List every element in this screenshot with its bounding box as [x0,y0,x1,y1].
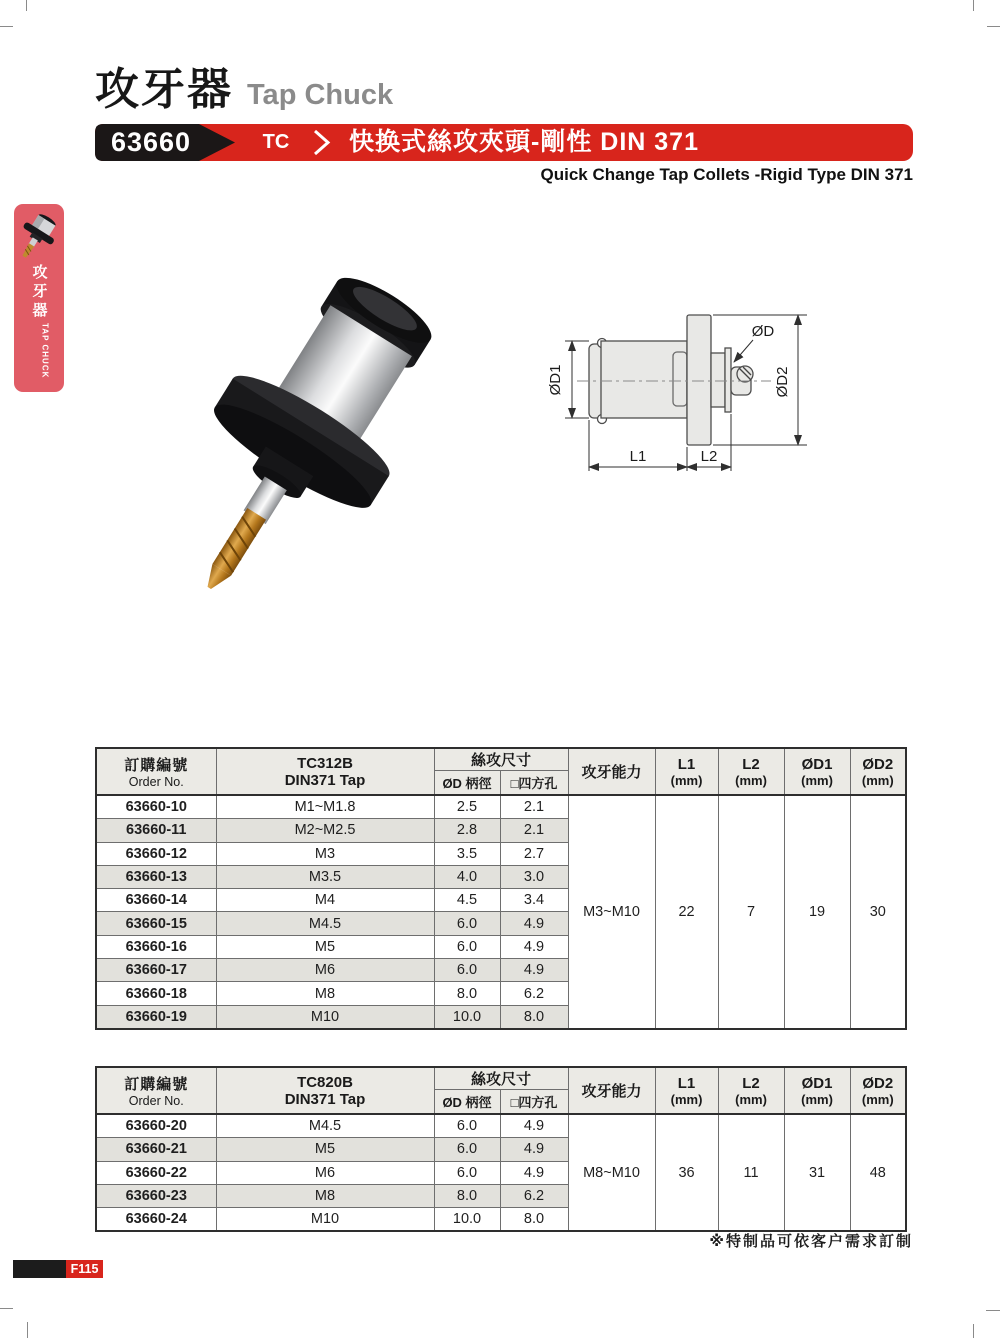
sidebar-tab-label [29,264,50,378]
dim-label-d: ØD [751,323,775,340]
square-size: 3.0 [500,865,568,888]
tap-size: M4.5 [216,1114,434,1138]
table-row [96,1114,906,1138]
col-header-order: 訂購編號 Order No. [96,1067,216,1114]
order-no: 63660-14 [96,889,216,912]
shank-dia: 10.0 [434,1208,500,1232]
square-size: 4.9 [500,1161,568,1184]
page-title [95,66,393,114]
shank-dia: 6.0 [434,1138,500,1161]
series-code: TC [262,131,290,153]
square-size: 4.9 [500,959,568,982]
shank-dia: 8.0 [434,982,500,1005]
custom-order-footnote: ※特制品可依客户需求訂制 [709,1233,913,1250]
col-header-square: □四方孔 [500,771,568,796]
col-header-capacity: 攻牙能力 [568,748,655,795]
sidebar-tab-label-en: TAP CHUCK [40,323,50,379]
dim-label-d1: ØD1 [547,364,564,396]
col-header-square: □四方孔 [500,1090,568,1115]
tap-size: M5 [216,1138,434,1161]
col-header-l1: L1 (mm) [655,748,718,795]
merged-l2: 7 [718,795,784,1029]
tap-size: M1~M1.8 [216,795,434,819]
col-header-l2: L2 (mm) [718,748,784,795]
page-number: F115 [66,1260,103,1278]
order-no: 63660-21 [96,1138,216,1161]
col-header-d2: ØD2 (mm) [850,748,906,795]
page-title-en: Tap Chuck [247,79,394,111]
tap-size: M10 [216,1208,434,1232]
diagram-flange [687,315,711,445]
crop-mark [987,26,1000,27]
tap-size: M8 [216,982,434,1005]
order-no: 63660-18 [96,982,216,1005]
shank-dia: 2.8 [434,819,500,842]
tap-size: M3 [216,842,434,865]
col-header-d1: ØD1 (mm) [784,1067,850,1114]
diagram-shoulder [711,353,725,407]
tap-size: M8 [216,1184,434,1207]
order-no: 63660-12 [96,842,216,865]
dim-label-l1: L1 [629,448,647,465]
col-header-capacity: 攻牙能力 [568,1067,655,1114]
col-header-d2: ØD2 (mm) [850,1067,906,1114]
order-no: 63660-19 [96,1005,216,1029]
series-banner [95,124,913,161]
tap-size: M6 [216,959,434,982]
order-no: 63660-11 [96,819,216,842]
col-header-l2: L2 (mm) [718,1067,784,1114]
sidebar-tab-label-cjk: 攻牙器 [30,264,48,321]
tap-chuck-thumbnail [17,209,61,265]
col-header-size-group: 絲攻尺寸 [434,1067,568,1090]
shank-dia: 8.0 [434,1184,500,1207]
dimension-diagram [535,290,920,490]
dim-label-l2: L2 [700,448,718,465]
banner-title: 快换式絲攻夾頭-剛性 DIN 371 [349,128,699,156]
crop-mark [27,1322,28,1338]
square-size: 6.2 [500,982,568,1005]
col-header-l1: L1 (mm) [655,1067,718,1114]
col-header-d1: ØD1 (mm) [784,748,850,795]
square-size: 2.1 [500,819,568,842]
shank-dia: 2.5 [434,795,500,819]
chevron-right-icon [311,129,333,156]
order-no: 63660-17 [96,959,216,982]
col-header-shank: ØD 柄徑 [434,1090,500,1115]
tap-size: M5 [216,935,434,958]
shank-dia: 4.0 [434,865,500,888]
page-badge-black-bar [13,1260,66,1278]
square-size: 4.9 [500,1138,568,1161]
square-size: 2.7 [500,842,568,865]
square-size: 4.9 [500,935,568,958]
spec-table-tc820b [95,1066,907,1232]
tap-size: M10 [216,1005,434,1029]
merged-capacity: M3~M10 [568,795,655,1029]
tap-size: M4 [216,889,434,912]
shank-dia: 10.0 [434,1005,500,1029]
merged-l1: 36 [655,1114,718,1231]
merged-d2: 48 [850,1114,906,1231]
table-row [96,795,906,819]
shank-dia: 6.0 [434,1161,500,1184]
order-no: 63660-13 [96,865,216,888]
order-code: 63660 [110,127,192,157]
col-header-shank: ØD 柄徑 [434,771,500,796]
order-no: 63660-10 [96,795,216,819]
crop-mark [973,0,974,11]
tap-size: M6 [216,1161,434,1184]
col-header-model: TC820B DIN371 Tap [216,1067,434,1114]
shank-dia: 6.0 [434,959,500,982]
spec-table-tc312b [95,747,907,1030]
tap-size: M3.5 [216,865,434,888]
order-no: 63660-16 [96,935,216,958]
order-no: 63660-20 [96,1114,216,1138]
square-size: 3.4 [500,889,568,912]
shank-dia: 6.0 [434,1114,500,1138]
merged-l2: 11 [718,1114,784,1231]
tap-size: M2~M2.5 [216,819,434,842]
shank-dia: 4.5 [434,889,500,912]
crop-mark [0,1308,13,1309]
page-title-cjk: 攻牙器 [95,65,233,114]
shank-dia: 6.0 [434,935,500,958]
page-number-badge [13,1260,103,1278]
col-header-model: TC312B DIN371 Tap [216,748,434,795]
square-size: 4.9 [500,912,568,935]
crop-mark [0,26,13,27]
col-header-order: 訂購編號 Order No. [96,748,216,795]
merged-capacity: M8~M10 [568,1114,655,1231]
sidebar-tab-tap-chuck [14,204,64,392]
merged-d1: 19 [784,795,850,1029]
order-no: 63660-24 [96,1208,216,1232]
order-no: 63660-15 [96,912,216,935]
dim-label-d2: ØD2 [774,366,791,398]
square-size: 8.0 [500,1005,568,1029]
square-size: 4.9 [500,1114,568,1138]
square-size: 6.2 [500,1184,568,1207]
diagram-washer [725,348,731,412]
merged-l1: 22 [655,795,718,1029]
merged-d2: 30 [850,795,906,1029]
order-no: 63660-22 [96,1161,216,1184]
crop-mark [26,0,27,11]
col-header-size-group: 絲攻尺寸 [434,748,568,771]
crop-mark [973,1324,974,1338]
merged-d1: 31 [784,1114,850,1231]
crop-mark [986,1310,1000,1311]
order-no: 63660-23 [96,1184,216,1207]
square-size: 8.0 [500,1208,568,1232]
square-size: 2.1 [500,795,568,819]
banner-subtitle-en: Quick Change Tap Collets -Rigid Type DIN 371 [540,165,913,184]
tap-size: M4.5 [216,912,434,935]
product-photo [146,250,481,620]
shank-dia: 6.0 [434,912,500,935]
shank-dia: 3.5 [434,842,500,865]
